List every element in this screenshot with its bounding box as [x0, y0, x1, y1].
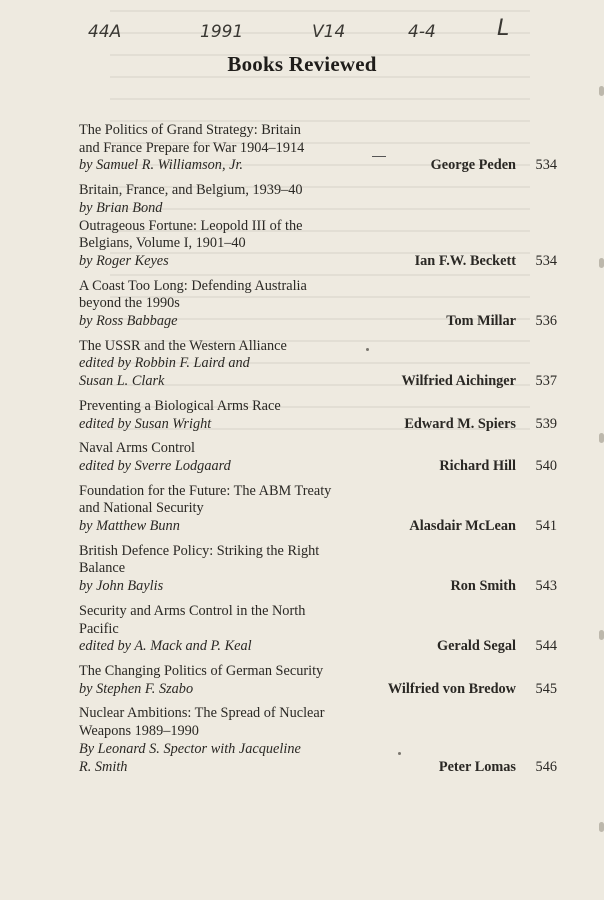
page-edge-mark [599, 630, 604, 640]
page-number: 539 [535, 415, 557, 432]
book-entry [79, 122, 559, 175]
book-author: edited by Robbin F. Laird and [79, 355, 250, 372]
book-title: Britain, France, and Belgium, 1939–40 [79, 182, 303, 199]
page-number: 541 [535, 518, 557, 535]
reviewer-name: George Peden [430, 157, 516, 174]
page-number: 544 [535, 638, 557, 655]
book-title: Pacific [79, 620, 119, 637]
books-list [79, 122, 559, 783]
book-entry [79, 483, 559, 536]
book-title: Belgians, Volume I, 1901–40 [79, 235, 246, 252]
reviewer-name: Richard Hill [439, 457, 516, 474]
handwritten-mark: 1991 [200, 22, 244, 42]
book-title: and National Security [79, 500, 204, 517]
handwritten-mark: L [497, 16, 510, 41]
reviewer-name: Gerald Segal [436, 638, 516, 655]
book-entry [79, 440, 559, 475]
book-author: by Matthew Bunn [79, 518, 180, 535]
page-number: 534 [535, 252, 557, 269]
book-author: by Stephen F. Szabo [79, 680, 194, 697]
book-title: The Changing Politics of German Security [79, 662, 324, 679]
reviewer-name: Wilfried Aichinger [401, 373, 516, 390]
page-number: 545 [535, 680, 557, 697]
handwritten-mark: V14 [312, 22, 346, 42]
book-title: Balance [79, 560, 126, 577]
book-author: R. Smith [79, 758, 128, 775]
page-number: 537 [535, 373, 557, 390]
book-title: A Coast Too Long: Defending Australia [79, 277, 307, 294]
page-number: 536 [535, 313, 557, 330]
book-author: by Ross Babbage [79, 313, 178, 330]
reviewer-name: Wilfried von Bredow [387, 680, 516, 697]
page-number: 534 [535, 157, 557, 174]
book-entry [79, 182, 559, 217]
book-entry [79, 663, 559, 698]
book-entry [79, 218, 559, 271]
book-entry [79, 278, 559, 331]
page-title: Books Reviewed [227, 52, 377, 76]
reviewer-name: Edward M. Spiers [404, 415, 516, 432]
book-author: by Brian Bond [79, 199, 163, 216]
book-title: The USSR and the Western Alliance [79, 337, 287, 354]
book-title: beyond the 1990s [79, 295, 180, 312]
book-entry [79, 603, 559, 656]
book-title: Outrageous Fortune: Leopold III of the [79, 217, 303, 234]
book-entry [79, 338, 559, 391]
book-title: Nuclear Ambitions: The Spread of Nuclear [79, 705, 325, 722]
book-title: Naval Arms Control [79, 440, 195, 457]
reviewer-name: Tom Millar [446, 313, 516, 330]
book-title: Weapons 1989–1990 [79, 723, 199, 740]
book-entry [79, 543, 559, 596]
book-title: Security and Arms Control in the North [79, 602, 306, 619]
book-title: and France Prepare for War 1904–1914 [79, 139, 305, 156]
reviewer-name: Ron Smith [450, 578, 516, 595]
page-edge-mark [599, 822, 604, 832]
book-entry [79, 398, 559, 433]
reviewer-name: Ian F.W. Beckett [414, 252, 516, 269]
handwritten-mark: 44A [88, 22, 122, 42]
book-title: The Politics of Grand Strategy: Britain [79, 122, 301, 138]
handwritten-mark: 4-4 [408, 22, 436, 42]
page-number: 540 [535, 457, 557, 474]
book-author: edited by Susan Wright [79, 415, 212, 432]
page-edge-mark [599, 433, 604, 443]
book-author: By Leonard S. Spector with Jacqueline [79, 740, 301, 757]
page-number: 546 [535, 758, 557, 775]
book-title: British Defence Policy: Striking the Right [79, 542, 320, 559]
book-entry [79, 705, 559, 776]
page-number: 543 [535, 578, 557, 595]
book-author: Susan L. Clark [79, 373, 165, 390]
book-author: edited by Sverre Lodgaard [79, 457, 231, 474]
reviewer-name: Peter Lomas [438, 758, 516, 775]
page-edge-mark [599, 258, 604, 268]
book-author: edited by A. Mack and P. Keal [79, 638, 252, 655]
page-edge-mark [599, 86, 604, 96]
reviewer-name: Alasdair McLean [409, 518, 516, 535]
book-author: by John Baylis [79, 578, 164, 595]
book-author: by Samuel R. Williamson, Jr. [79, 157, 244, 174]
handwritten-annotation [0, 14, 604, 54]
book-author: by Roger Keyes [79, 252, 169, 269]
book-title: Foundation for the Future: The ABM Treaty [79, 482, 332, 499]
book-title: Preventing a Biological Arms Race [79, 397, 281, 414]
